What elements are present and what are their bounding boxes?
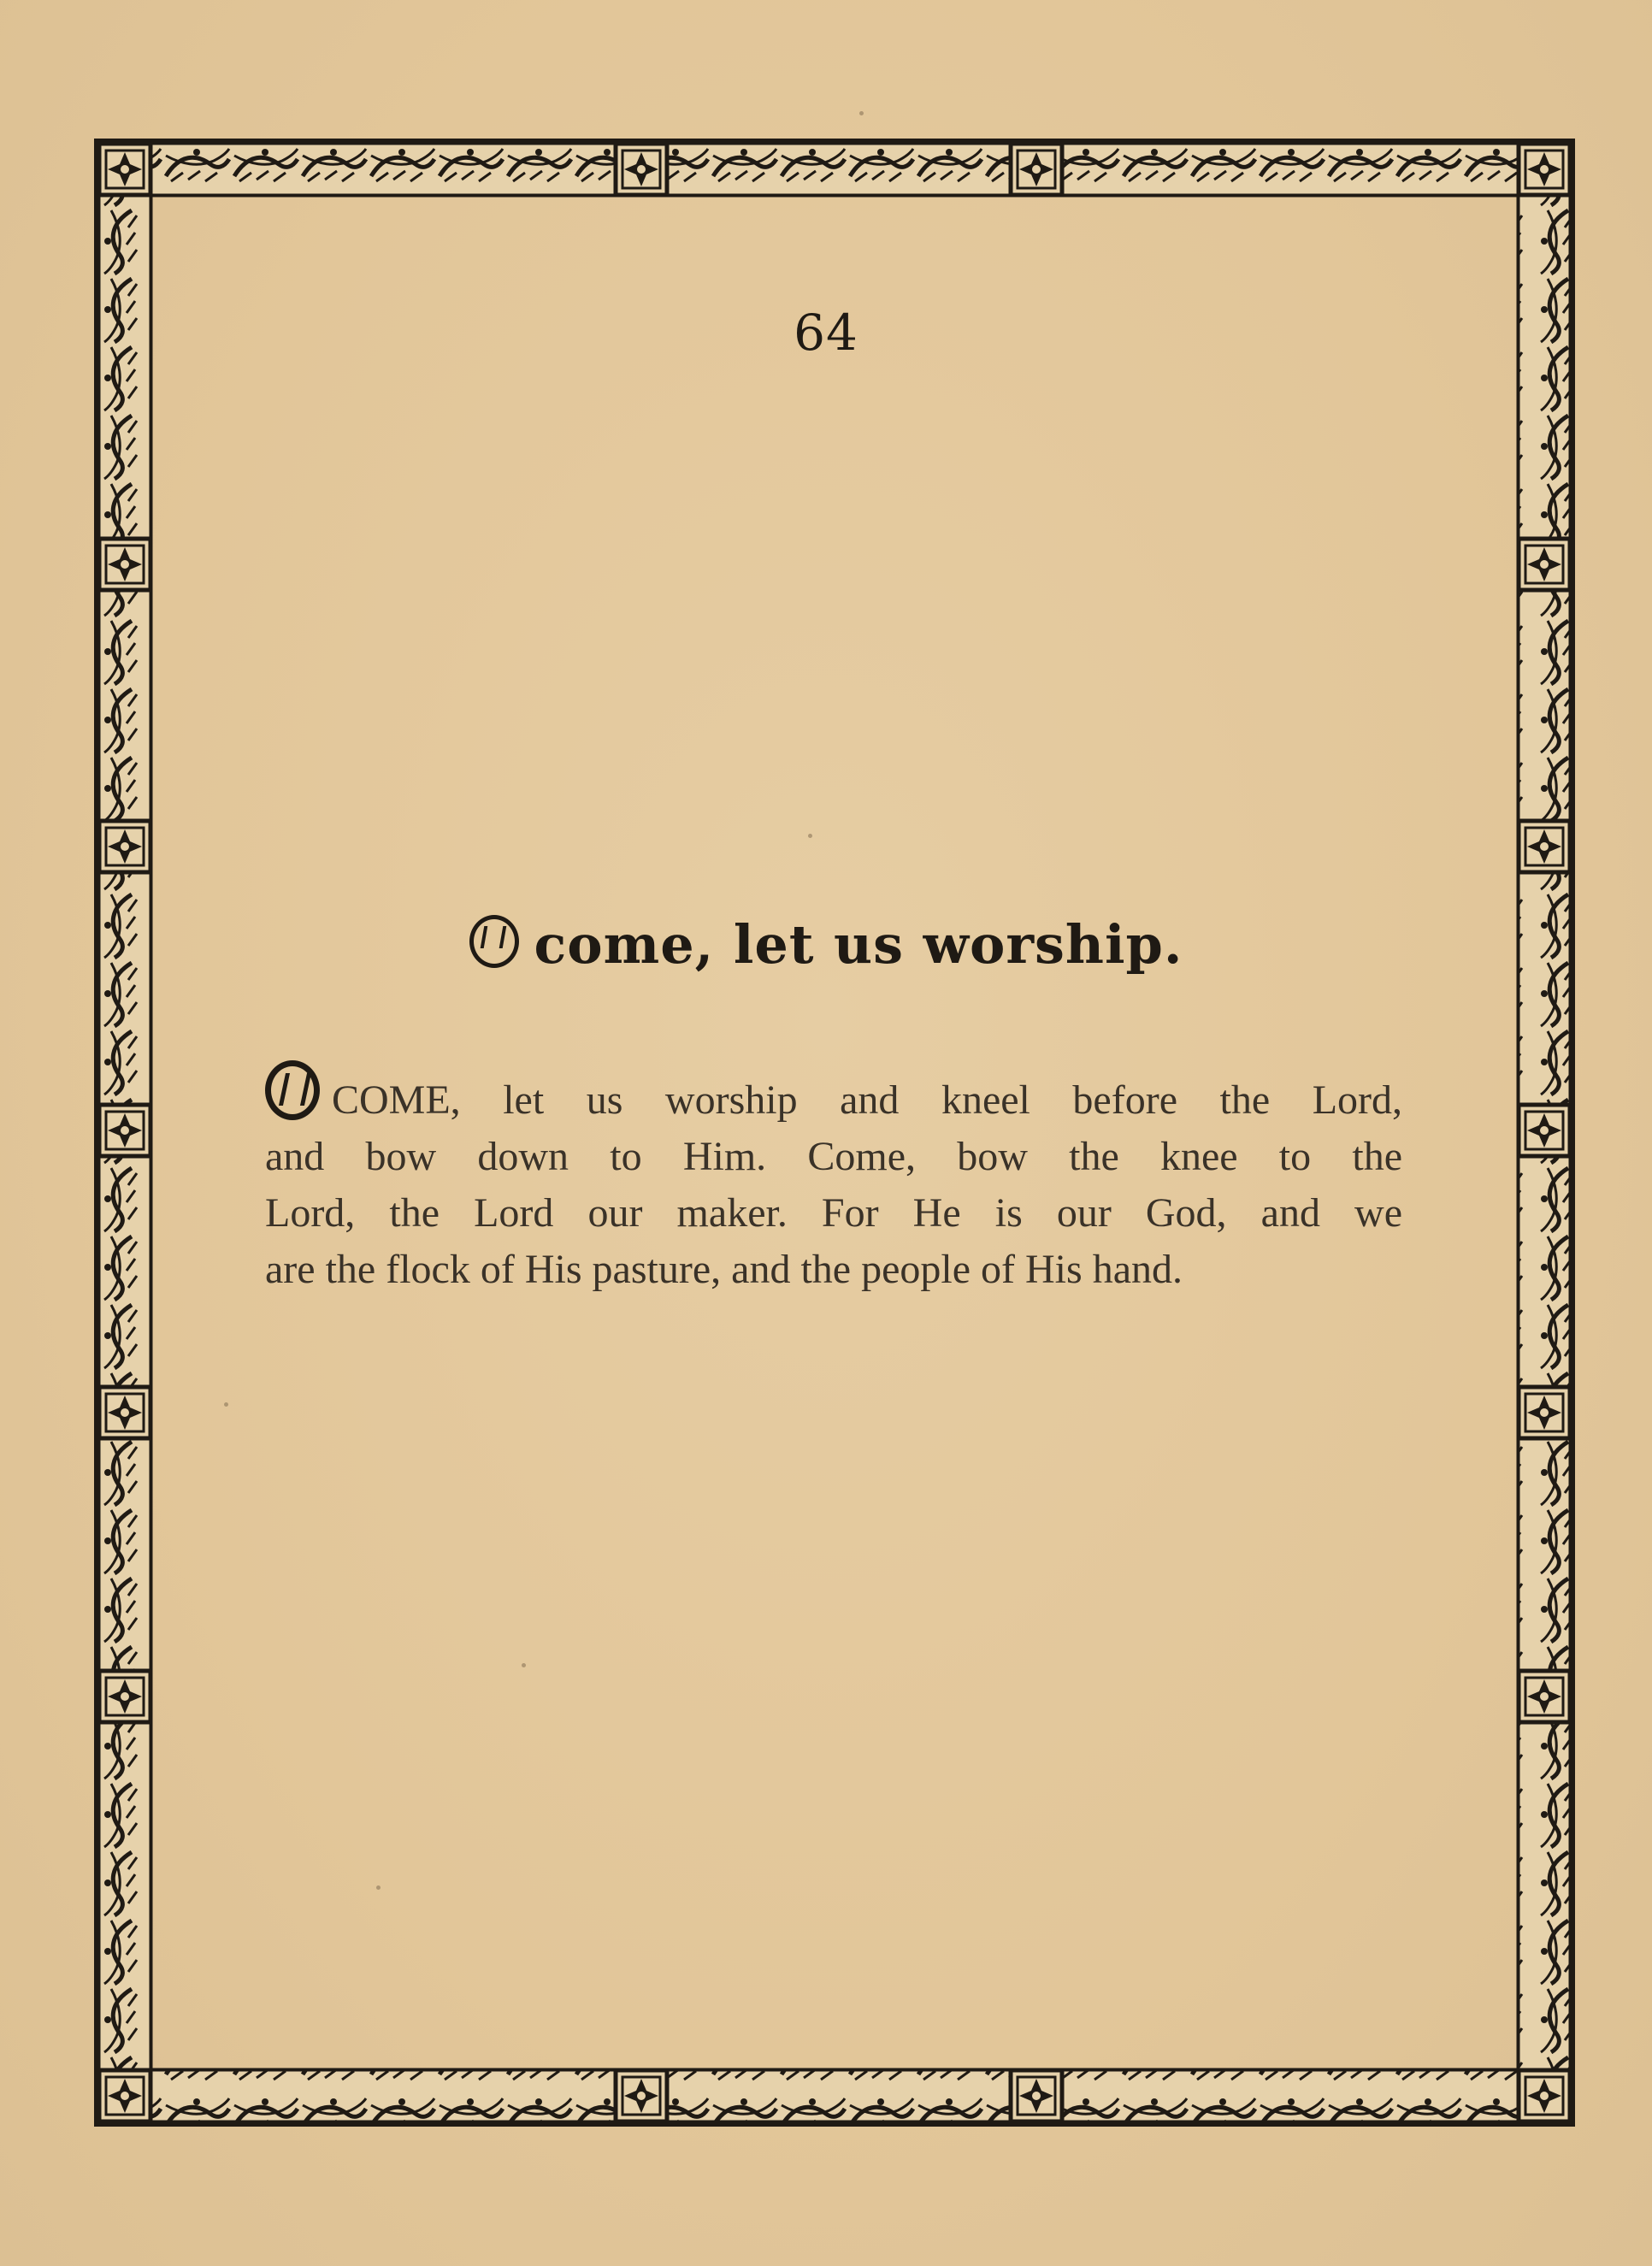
passage-line: Lord, the Lord our maker. For He is our God, and we bbox=[265, 1190, 1402, 1236]
paper-speck bbox=[808, 834, 812, 838]
passage-line: and bow down to Him. Come, bow the knee to the bbox=[265, 1134, 1402, 1179]
paper-speck bbox=[376, 1885, 381, 1890]
page-heading bbox=[0, 913, 1652, 976]
paper-speck bbox=[522, 1663, 526, 1667]
decorated-o-dropcap-icon bbox=[265, 1060, 320, 1120]
passage-line-text: COME, let us worship and kneel before the Lord, bbox=[332, 1077, 1402, 1123]
heading-text: come, let us worship. bbox=[534, 913, 1183, 976]
blackletter-o-initial-icon bbox=[469, 915, 519, 968]
paper-speck bbox=[224, 1402, 228, 1407]
paper-speck bbox=[859, 111, 864, 115]
passage-line bbox=[265, 1060, 1402, 1129]
scripture-passage bbox=[265, 1060, 1402, 1298]
page-number: 64 bbox=[794, 304, 858, 362]
passage-line: are the flock of His pasture, and the people of His hand. bbox=[265, 1247, 1183, 1292]
